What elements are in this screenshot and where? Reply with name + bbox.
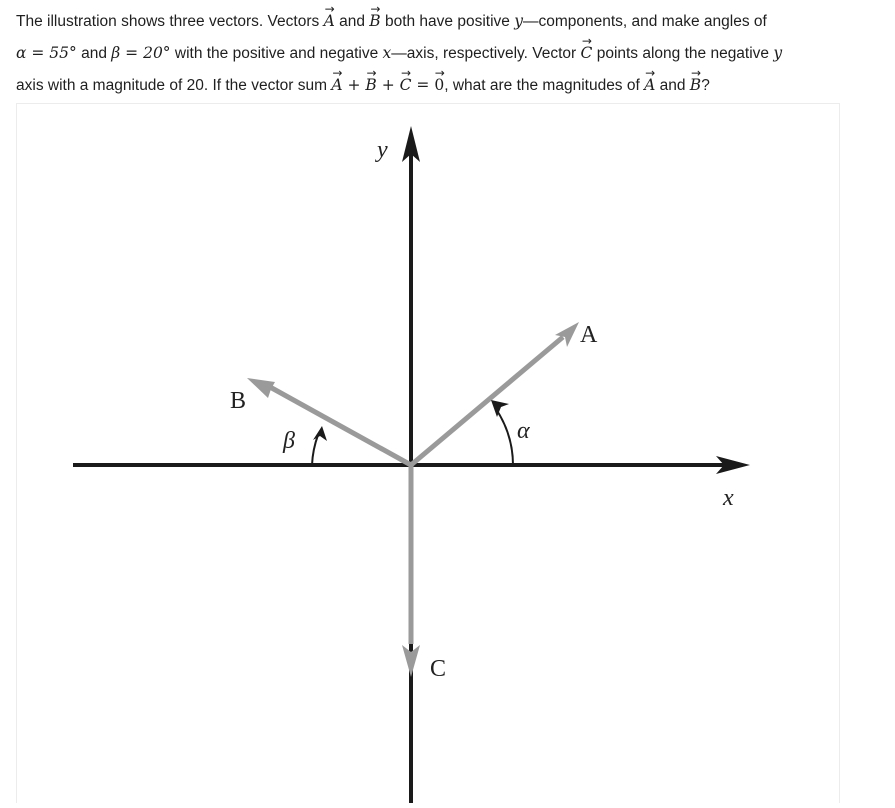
alpha-label: α xyxy=(517,418,530,444)
vector-b-label: B xyxy=(230,388,247,414)
beta-label: β xyxy=(283,428,295,454)
problem-text: both have positive xyxy=(380,13,515,30)
zero-vector-symbol: → 0 xyxy=(434,68,444,100)
problem-text: The illustration shows three vectors. Vectors xyxy=(16,13,324,30)
x-axis-label: x xyxy=(723,485,734,511)
problem-statement xyxy=(16,4,876,100)
problem-text: —axis, respectively. Vector xyxy=(391,45,581,62)
problem-text: and xyxy=(655,77,690,94)
vector-a-symbol: → A xyxy=(331,68,342,100)
plus-sign: + xyxy=(342,76,366,94)
y-symbol: y xyxy=(773,44,783,62)
vector-c-symbol: → C xyxy=(400,68,412,100)
vector-b-symbol: → B xyxy=(365,68,376,100)
vector-c-symbol: → C xyxy=(581,36,593,68)
vector-b-symbol: → B xyxy=(690,68,701,100)
equals-sign: = xyxy=(411,76,435,94)
beta-arc-arrowhead xyxy=(313,426,327,441)
problem-text: —components, and make angles of xyxy=(522,13,767,30)
problem-text: and xyxy=(76,45,112,62)
vector-a-line xyxy=(411,337,563,465)
alpha-arc xyxy=(496,409,513,465)
problem-text: and xyxy=(334,13,370,30)
vector-diagram xyxy=(16,103,840,803)
beta-equation: β = 20° xyxy=(111,44,171,62)
y-axis-label: y xyxy=(377,137,388,163)
alpha-equation: α = 55° xyxy=(16,44,77,62)
y-symbol: y xyxy=(514,12,523,30)
problem-text: with the positive and negative xyxy=(170,45,383,62)
problem-text: , what are the magnitudes of xyxy=(444,77,645,94)
vector-b-arrowhead xyxy=(247,378,275,398)
problem-text: ? xyxy=(701,77,710,94)
vector-b-symbol: → B xyxy=(369,4,380,36)
problem-text: points along the negative xyxy=(592,45,774,62)
vector-a-symbol: → A xyxy=(324,4,335,36)
vector-c-label: C xyxy=(430,656,447,682)
plus-sign: + xyxy=(376,76,400,94)
x-symbol: x xyxy=(382,44,392,62)
beta-arc xyxy=(312,435,318,465)
problem-text: axis with a magnitude of 20. If the vector sum xyxy=(16,77,332,94)
vector-a-label: A xyxy=(580,322,598,348)
vector-a-symbol: → A xyxy=(644,68,655,100)
vector-diagram-svg xyxy=(17,104,839,803)
